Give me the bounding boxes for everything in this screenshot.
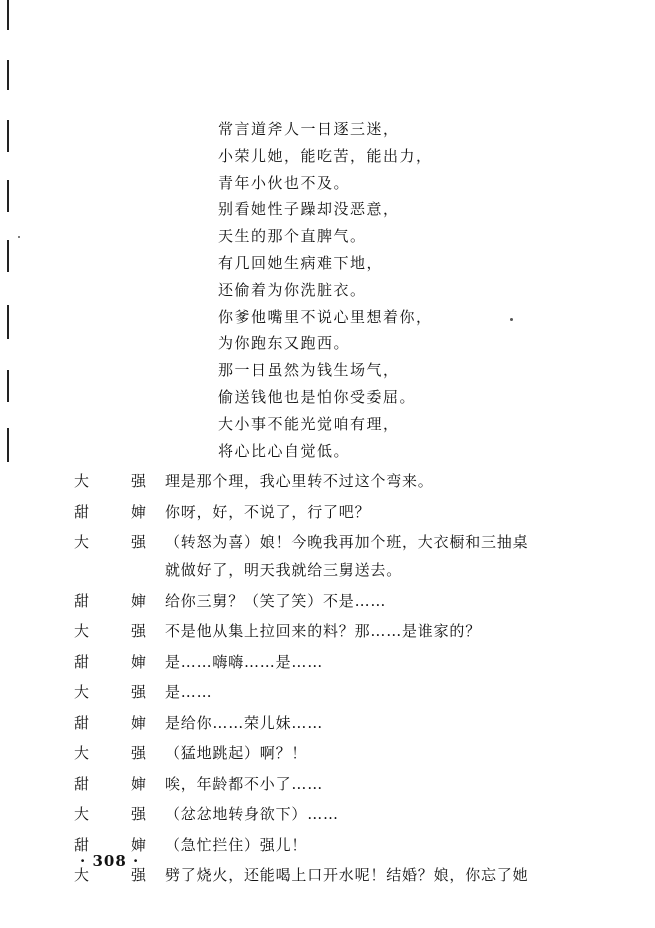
dialogue-row-continuation [0,557,655,588]
speaker-name-first-char: 甜 [74,502,90,521]
binding-edge-mark [7,120,9,152]
speaker-name-second-char: 强 [131,866,147,884]
dialogue-row [0,801,655,832]
speaker-name-first-char: 大 [74,622,90,640]
speaker-name-first-char: 甜 [74,774,90,793]
dialogue-text: （转怒为喜）娘！今晚我再加个班，大衣橱和三抽桌 [165,533,529,551]
speaker-name-first-char: 大 [74,805,90,823]
scan-speck [510,318,513,321]
binding-edge-mark [7,240,9,272]
speaker-name-first-char: 甜 [74,591,90,610]
speaker-name-second-char: 婶 [131,591,147,610]
dialogue-text: 唉，年龄都不小了…… [165,774,324,793]
verse-line: 偷送钱他也是怕你受委屈。 [218,387,417,406]
dialogue-text: 是给你……荣儿妹…… [165,713,324,732]
verse-line: 青年小伙也不及。 [218,173,351,192]
dialogue-row [0,649,655,680]
dialogue-text: 你呀，好，不说了，行了吧？ [165,502,371,521]
verse-line: 小荣儿她，能吃苦，能出力， [218,146,433,165]
speaker-name-first-char: 大 [74,866,90,884]
verse-line: 别看她性子躁却没恶意， [218,200,400,219]
verse-line: 天生的那个直脾气。 [218,227,367,246]
binding-edge-mark [7,428,9,462]
dialogue-text: 理是那个理，我心里转不过这个弯来。 [165,472,434,490]
speaker-name-second-char: 强 [131,472,147,490]
binding-edge-mark [7,305,9,339]
verse-line: 有几回她生病难下地， [218,253,384,272]
verse-line: 你爹他嘴里不说心里想着你， [218,307,433,326]
binding-edge-mark [7,60,9,90]
speaker-name-first-char: 大 [74,533,90,551]
dialogue-text: （急忙拦住）强儿！ [165,835,308,854]
dialogue-text: 不是他从集上拉回来的料？那……是谁家的？ [165,622,482,640]
page-number: · 308 · [80,852,140,870]
dialogue-row [0,740,655,771]
speaker-name-first-char: 甜 [74,652,90,671]
verse-line: 还偷着为你洗脏衣。 [218,280,367,299]
dialogue-row [0,771,655,802]
speaker-name-second-char: 强 [131,805,147,823]
dialogue-row [0,618,655,649]
speaker-name-first-char: 大 [74,744,90,762]
dialogue-row [0,529,655,557]
verse-block [218,116,433,464]
speaker-name-second-char: 婶 [131,835,147,854]
dialogue-row [0,710,655,741]
dialogue-row [0,468,655,499]
speaker-name-second-char: 强 [131,622,147,640]
speaker-name-second-char: 婶 [131,502,147,521]
dialogue-text: 就做好了，明天我就给三舅送去。 [165,561,403,579]
speaker-name-second-char: 婶 [131,774,147,793]
binding-edge-mark [7,370,9,402]
verse-line: 为你跑东又跑西。 [218,334,351,353]
dialogue-text: （忿忿地转身欲下）…… [165,805,339,823]
speaker-name-first-char: 大 [74,683,90,701]
dialogue-block [0,468,655,893]
dialogue-row [0,679,655,710]
speaker-name-second-char: 婶 [131,713,147,732]
speaker-name-first-char: 大 [74,472,90,490]
scan-speck [18,236,20,238]
speaker-name-first-char: 甜 [74,835,90,854]
dialogue-text: 劈了烧火，还能喝上口开水呢！结婚？娘，你忘了她 [165,866,529,884]
verse-line: 将心比心自觉低。 [218,441,351,460]
dialogue-row [0,588,655,619]
dialogue-text: （猛地跳起）啊？！ [165,744,308,762]
dialogue-row [0,499,655,530]
dialogue-text: 是……嗨嗨……是…… [165,652,324,671]
dialogue-text: 给你三舅？（笑了笑）不是…… [165,591,387,610]
dialogue-text: 是…… [165,683,213,701]
speaker-name-second-char: 强 [131,744,147,762]
verse-line: 常言道斧人一日逐三迷， [218,120,400,138]
binding-edge-mark [7,0,9,30]
verse-line: 那一日虽然为钱生场气， [218,361,400,380]
speaker-name-second-char: 强 [131,683,147,701]
speaker-name-second-char: 强 [131,533,147,551]
verse-line: 大小事不能光觉咱有理， [218,414,400,433]
speaker-name-second-char: 婶 [131,652,147,671]
binding-edge-mark [7,180,9,212]
speaker-name-first-char: 甜 [74,713,90,732]
